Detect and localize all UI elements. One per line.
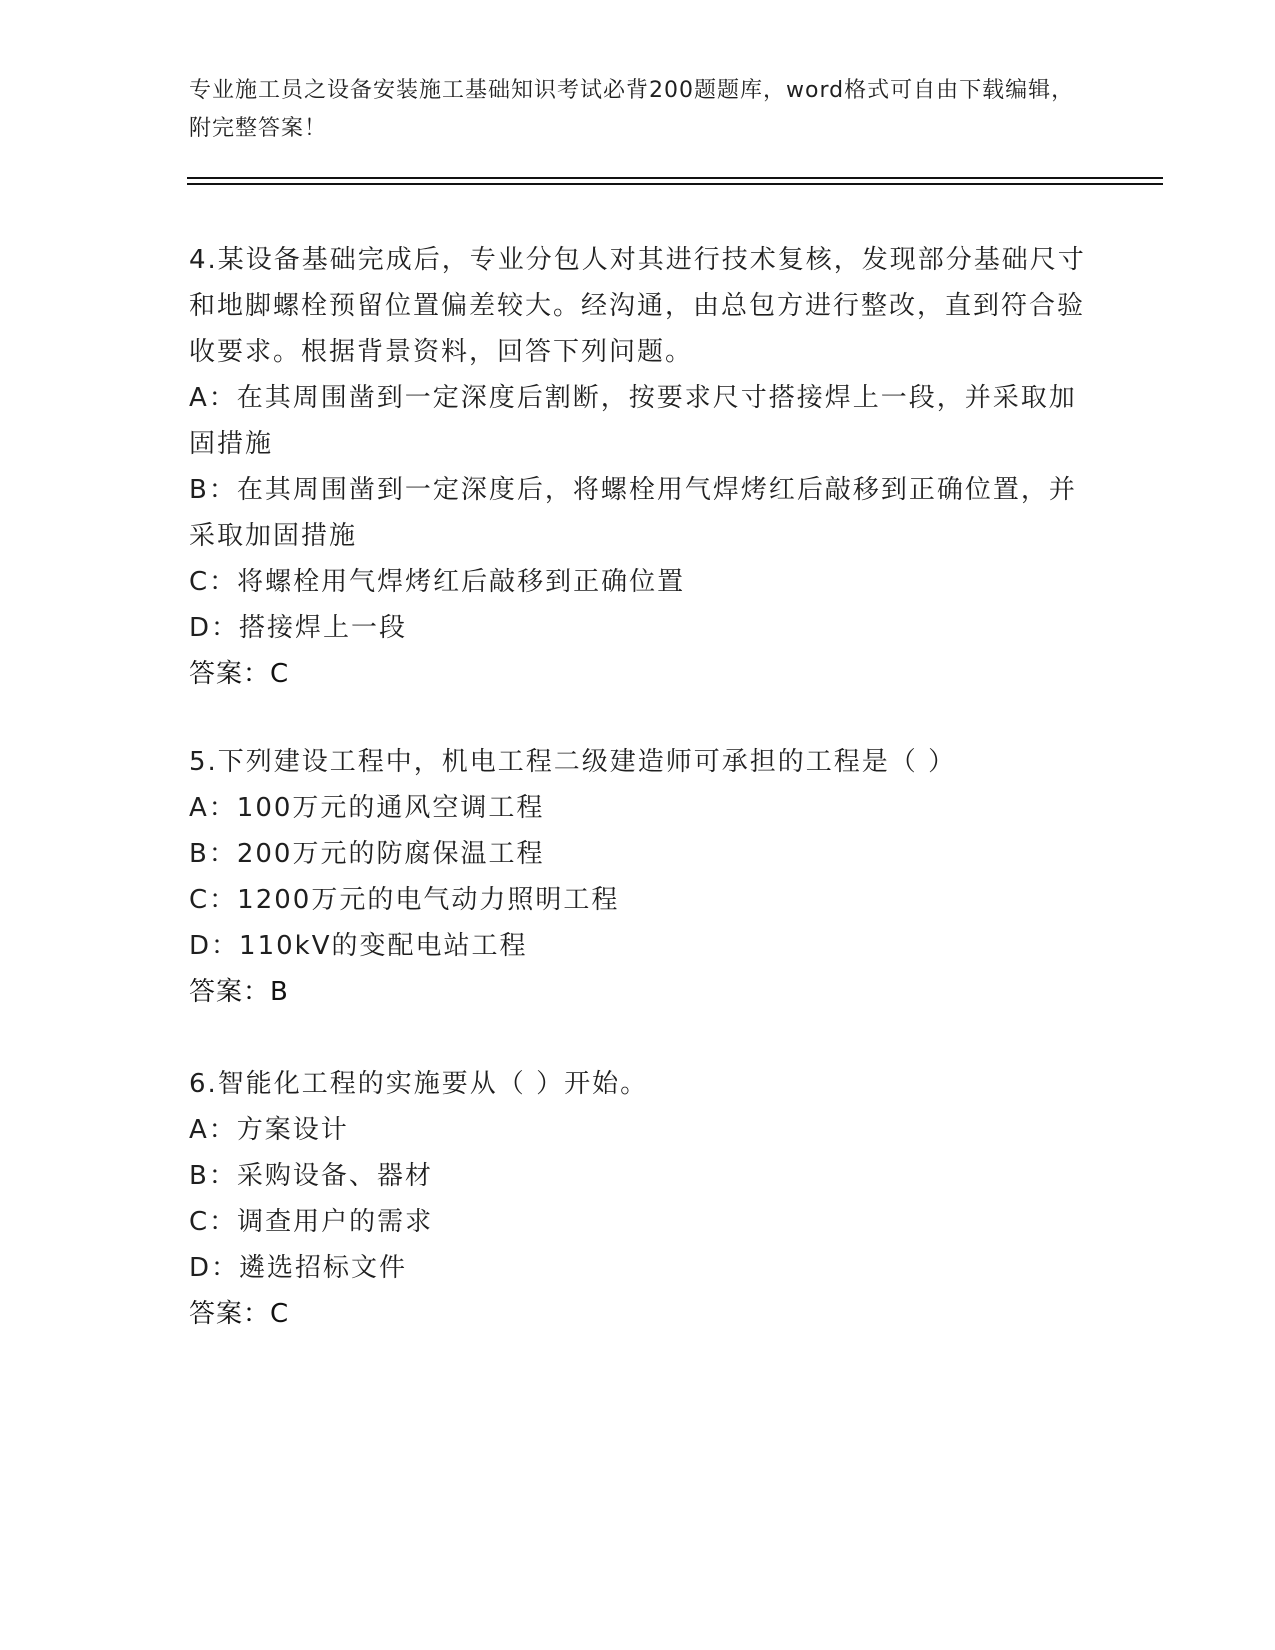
option-c: C：调查用户的需求: [189, 1207, 434, 1237]
option-b: B：采购设备、器材: [189, 1161, 433, 1191]
question-block-5: [189, 739, 1089, 1015]
option-c: C：将螺栓用气焊烤红后敲移到正确位置: [189, 567, 686, 597]
answer-line: 答案：C: [189, 659, 290, 689]
option-b: B：200万元的防腐保温工程: [189, 839, 545, 869]
question-block-4: [189, 237, 1089, 697]
question-stem: 4.某设备基础完成后，专业分包人对其进行技术复核，发现部分基础尺寸和地脚螺栓预留位置偏差较大。经沟通，由总包方进行整改，直到符合验收要求。根据背景资料，回答下列问题。: [189, 245, 1086, 367]
option-d: D：遴选招标文件: [189, 1253, 408, 1283]
document-header-title: 专业施工员之设备安装施工基础知识考试必背200题题库，word格式可自由下载编辑，附完整答案！: [189, 78, 1075, 141]
header-divider-line-bottom: [187, 183, 1163, 185]
option-b: B：在其周围凿到一定深度后，将螺栓用气焊烤红后敲移到正确位置，并采取加固措施: [189, 475, 1077, 551]
question-stem: 6.智能化工程的实施要从（ ）开始。: [189, 1069, 649, 1099]
option-c: C：1200万元的电气动力照明工程: [189, 885, 620, 915]
option-d: D：搭接焊上一段: [189, 613, 408, 643]
answer-line: 答案：C: [189, 1299, 290, 1329]
option-a: A：方案设计: [189, 1115, 349, 1145]
question-stem: 5.下列建设工程中，机电工程二级建造师可承担的工程是（ ）: [189, 747, 957, 777]
question-block-6: [189, 1061, 1089, 1337]
option-a: A：在其周围凿到一定深度后割断，按要求尺寸搭接焊上一段，并采取加固措施: [189, 383, 1077, 459]
header-divider-line-top: [187, 177, 1163, 179]
option-d: D：110kV的变配电站工程: [189, 931, 528, 961]
answer-line: 答案：B: [189, 977, 289, 1007]
option-a: A：100万元的通风空调工程: [189, 793, 545, 823]
